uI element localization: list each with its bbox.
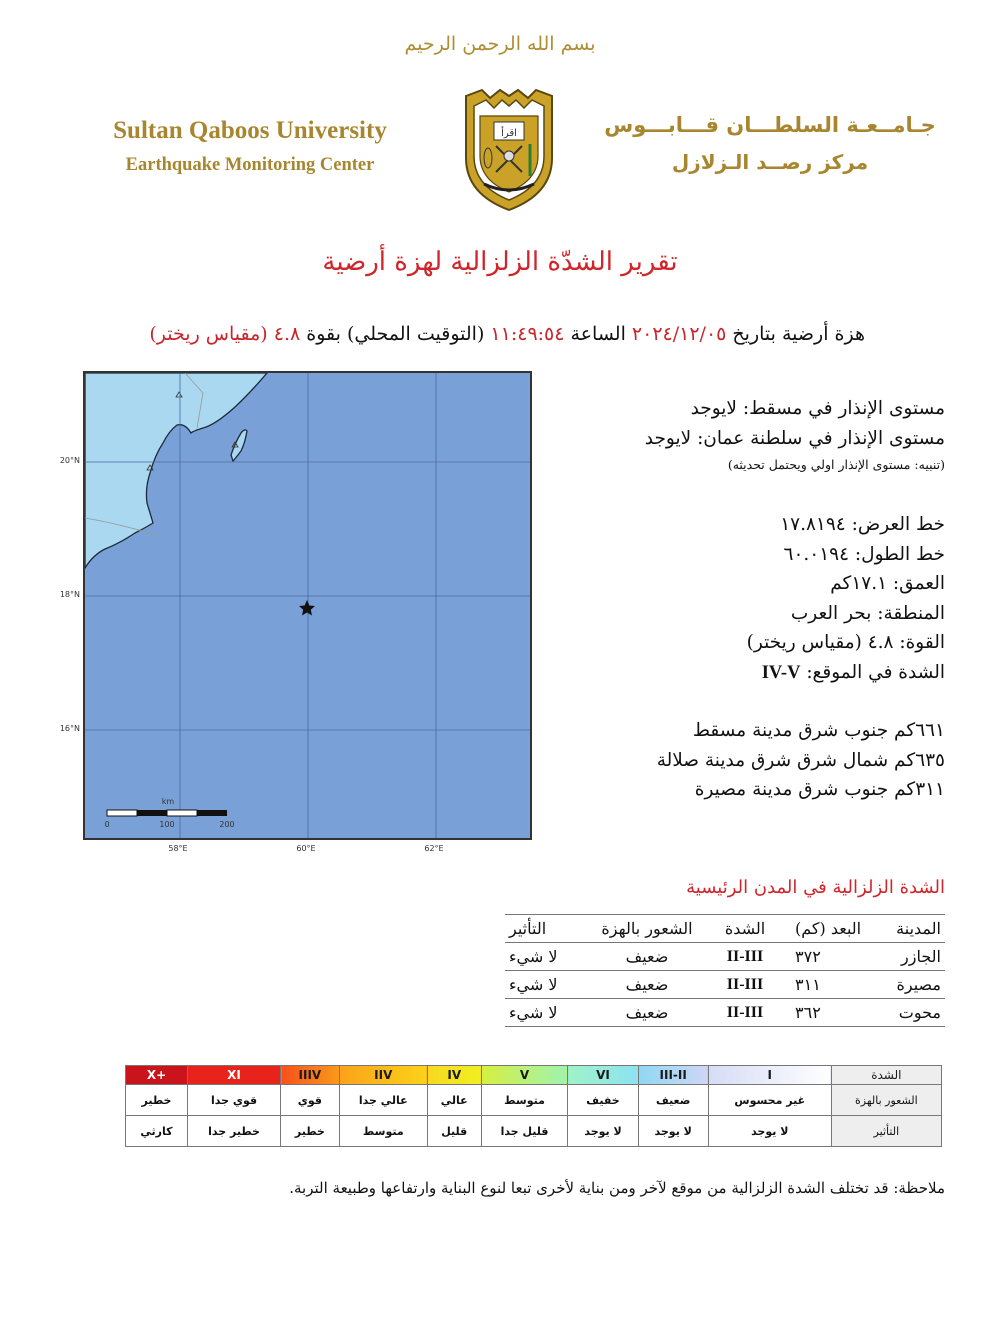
scale-level-row [126,1066,942,1085]
scale-feeling: غير محسوس [708,1085,831,1116]
col-city: المدينة [869,915,945,943]
warning-note: (تنبيه: مستوى الإنذار اولي ويحتمل تحديثه) [727,457,945,472]
scale-row-label: الشدة [831,1066,941,1085]
lon-tick: 62°E [424,844,444,853]
city-name: الجازر [869,943,945,971]
scale-feeling: عالي [427,1085,481,1116]
longitude: خط الطول: ٦٠.٠١٩٤ [783,543,945,565]
distances-list [560,716,945,805]
distance-item: ٦٣٥كم شمال شرق شرق مدينة صلالة [656,749,945,771]
warning-oman: مستوى الإنذار في سلطنة عمان: لايوجد [644,427,945,449]
scale-feeling: قوي جدا [187,1085,280,1116]
scale-effect-row [126,1116,942,1147]
scale-level: +X [126,1066,188,1085]
latitude: خط العرض: ١٧.٨١٩٤ [780,514,945,535]
col-effect: التأثير [505,915,593,943]
site-intensity [560,658,945,689]
scale-effect: لا يوجد [568,1116,638,1147]
lat-tick: 16°N [59,724,80,733]
lat-tick: 20°N [59,456,80,465]
event-time: ١١:٤٩:٥٤ [490,323,565,345]
scale-row-label: الشعور بالهزة [831,1085,941,1116]
scale-feeling: خفيف [568,1085,638,1116]
scale-tick: 100 [159,820,175,829]
event-time-label: الساعة [570,323,626,345]
scale-row-label: التأثير [831,1116,941,1147]
city-feeling: ضعيف [593,999,701,1027]
scale-level: IV [427,1066,481,1085]
scale-level: III-II [638,1066,708,1085]
map-scale-bar [107,810,227,816]
scale-feeling: خطير [126,1085,188,1116]
table-row [505,999,945,1027]
scale-feeling: عالي جدا [339,1085,427,1116]
scale-effect: متوسط [339,1116,427,1147]
event-magnitude: ٤.٨ [273,323,301,345]
scale-effect: كارثي [126,1116,188,1147]
center-name-en: Earthquake Monitoring Center [125,155,375,175]
city-intensity: II-III [701,999,789,1027]
lon-tick: 58°E [168,844,188,853]
table-row [505,971,945,999]
scale-tick: 200 [219,820,235,829]
col-distance: البعد (كم) [789,915,869,943]
event-summary [100,318,865,350]
city-intensity: II-III [701,943,789,971]
warning-muscat: مستوى الإنذار في مسقط: لايوجد [690,398,945,419]
scale-level: VI [568,1066,638,1085]
event-timezone: (التوقيت المحلي) بقوة [306,323,485,345]
event-prefix: هزة أرضية بتاريخ [732,323,865,345]
scale-level: IIV [339,1066,427,1085]
site-intensity-value: IV-V [761,662,801,683]
logo-text: اقرأ [501,128,517,139]
city-name: محوت [869,999,945,1027]
region: المنطقة: بحر العرب [790,602,945,624]
col-intensity: الشدة [701,915,789,943]
scale-feeling: قوي [281,1085,340,1116]
city-distance: ٣٧٢ [789,943,869,971]
warning-levels [560,394,945,453]
city-name: مصيرة [869,971,945,999]
scale-tick: 0 [104,820,110,829]
cities-table [505,914,945,1027]
depth: العمق: ١٧.١كم [830,573,945,594]
scale-effect: قليل جدا [481,1116,568,1147]
city-intensity: II-III [701,971,789,999]
city-feeling: ضعيف [593,971,701,999]
site-intensity-label: الشدة في الموقع: [806,661,945,683]
col-feeling: الشعور بالهزة [593,915,701,943]
magnitude: القوة: ٤.٨ (مقياس ريختر) [746,632,945,653]
scale-level: XI [187,1066,280,1085]
distance-item: ٦٦١كم جنوب شرق مدينة مسقط [692,720,945,741]
university-name-ar: جـامــعـة السلطـــان قـــابـــوس [604,113,936,137]
cities-title: الشدة الزلزالية في المدن الرئيسية [686,877,945,898]
footer-note: ملاحظة: قد تختلف الشدة الزلزالية من موقع لآخر ومن بناية لأخرى تبعا لنوع البناية وارتفاعها وطبيعة التربة. [289,1179,945,1197]
city-distance: ٣١١ [789,971,869,999]
epicenter-map [83,371,532,840]
city-effect: لا شيء [505,971,593,999]
table-row [505,943,945,971]
event-date: ٢٠٢٤/١٢/٠٥ [631,323,727,345]
city-feeling: ضعيف [593,943,701,971]
scale-level: I [708,1066,831,1085]
event-parameters [560,510,945,688]
scale-effect: خطير جدا [187,1116,280,1147]
event-scale: (مقياس ريختر) [149,323,268,345]
scale-effect: لا يوجد [708,1116,831,1147]
table-header-row [505,915,945,943]
city-effect: لا شيء [505,943,593,971]
university-logo [460,88,558,212]
university-name-en: Sultan Qaboos University [113,117,387,144]
scale-effect: قليل [427,1116,481,1147]
scale-effect: لا يوجد [638,1116,708,1147]
basmala: بسم الله الرحمن الرحيم [404,33,596,55]
lat-tick: 18°N [59,590,80,599]
scale-unit: km [161,797,175,806]
intensity-scale-table [125,1065,942,1147]
scale-feeling-row [126,1085,942,1116]
distance-item: ٣١١كم جنوب شرق مدينة مصيرة [694,779,945,800]
center-name-ar: مركز رصــد الـزلازل [671,150,869,174]
lon-tick: 60°E [296,844,316,853]
scale-effect: خطير [281,1116,340,1147]
scale-feeling: متوسط [481,1085,568,1116]
city-effect: لا شيء [505,999,593,1027]
scale-feeling: ضعيف [638,1085,708,1116]
report-title: تقرير الشدّة الزلزالية لهزة أرضية [322,247,678,277]
scale-level: IIIV [281,1066,340,1085]
city-distance: ٣٦٢ [789,999,869,1027]
scale-level: V [481,1066,568,1085]
